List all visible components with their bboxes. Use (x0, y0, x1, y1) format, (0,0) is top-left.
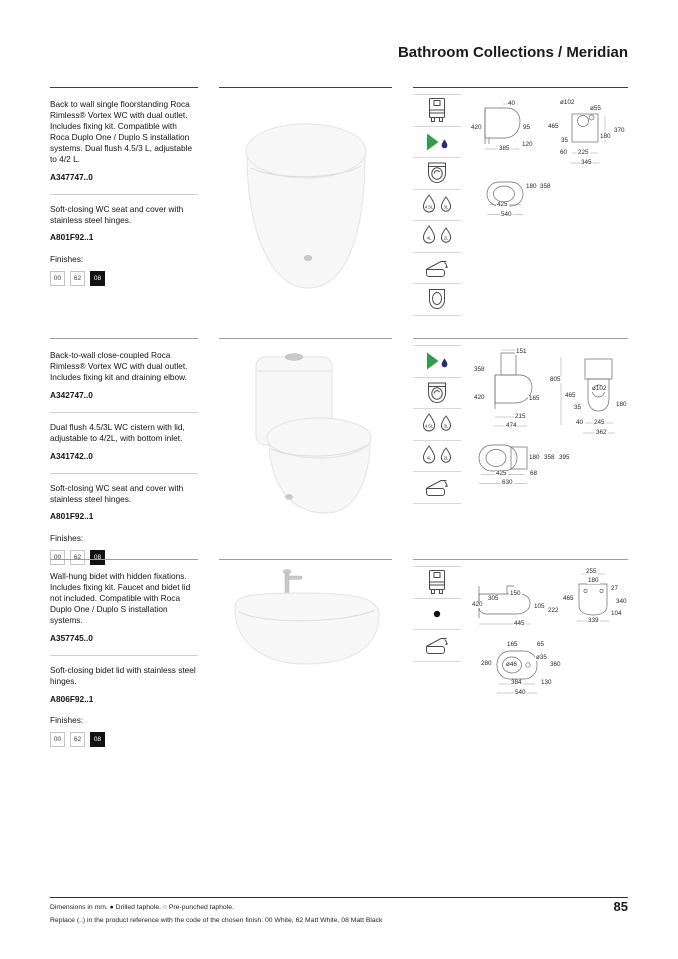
finishes-label: Finishes: (50, 254, 84, 265)
page-number: 85 (613, 899, 628, 914)
drilled-taphole-icon (413, 599, 461, 631)
product-description: Back-to-wall close-coupled Roca Rimless® Vortex WC with dual outlet. Includes fixing kit and draining elbow. (50, 350, 188, 382)
feature-icons (413, 94, 461, 338)
finish-swatches (50, 271, 198, 286)
eco-dual-flush-icon (413, 346, 461, 378)
product-code: A341742..0 (50, 450, 93, 461)
concealed-cistern-frame-icon (413, 567, 461, 599)
finish-swatch-00: 00 (50, 732, 65, 747)
product-description: Soft-closing WC seat and cover with stainless steel hinges. (50, 482, 184, 504)
svg-text:4L: 4L (426, 235, 432, 241)
technical-drawings: 150 305 420 105 222 445 255 180 27 465 340 104 339 165 65 280 ø46 ø35 360 384 130 540 (472, 568, 627, 696)
finish-swatch-08: 08 (90, 550, 105, 565)
soft-close-seat-icon (413, 472, 461, 504)
close-coupled-wc-image (231, 347, 381, 522)
technical-drawings: 151 358 420 165 215 474 805 465 ø102 35 180 40 245 362 180 358 395 425 68 630 (474, 348, 627, 486)
eco-dual-flush-icon (413, 127, 461, 159)
product-section-close-coupled-wc (50, 338, 628, 559)
finishes-label: Finishes: (50, 715, 84, 726)
finish-swatch-00: 00 (50, 550, 65, 565)
finish-swatch-62: 62 (70, 271, 85, 286)
product-code: A801F92..1 (50, 511, 94, 522)
dual-flush-4.5-3l-icon (413, 409, 461, 441)
finish-swatches (50, 732, 198, 747)
product-photo (219, 559, 392, 747)
feature-icons (413, 566, 461, 747)
svg-text:2L: 2L (443, 455, 449, 461)
product-text-column (50, 87, 198, 338)
product-code: A357745..0 (50, 632, 93, 643)
svg-text:4.5L: 4.5L (424, 204, 434, 210)
svg-text:3L: 3L (443, 204, 449, 210)
finish-swatch-08: 08 (90, 271, 105, 286)
finish-swatch-08: 08 (90, 732, 105, 747)
divider (50, 412, 198, 413)
product-code: A801F92..1 (50, 232, 94, 243)
product-code: A347747..0 (50, 171, 93, 182)
soft-close-seat-icon (413, 253, 461, 285)
back-to-wall-bowl-icon (413, 284, 461, 316)
page-title: Bathroom Collections / Meridian (397, 44, 628, 61)
divider (50, 473, 198, 474)
svg-text:3L: 3L (443, 423, 449, 429)
footer-rule (50, 897, 628, 898)
product-text-column (50, 338, 198, 565)
dual-flush-4.5-3l-icon (413, 190, 461, 222)
product-description: Wall-hung bidet with hidden fixations. Includes fixing kit. Faucet and bidet lid not included. Compatible with Roca Duplo One / Duplo S installation systems. (50, 571, 191, 625)
svg-text:4.5L: 4.5L (424, 423, 434, 429)
product-text-column (50, 559, 198, 747)
dual-flush-4-2l-icon (413, 441, 461, 473)
product-specs-column (413, 559, 628, 747)
product-section-wall-hung-bidet (50, 559, 628, 743)
feature-icons (413, 345, 461, 565)
divider (50, 194, 198, 195)
finish-swatch-62: 62 (70, 732, 85, 747)
product-description: Soft-closing WC seat and cover with stainless steel hinges. (50, 203, 184, 225)
product-code: A806F92..1 (50, 693, 94, 704)
product-photo (219, 338, 392, 565)
rimless-vortex-icon (413, 378, 461, 410)
footer-note-finishes: Replace (..) in the product reference with the code of the chosen finish: 00 White, 62 Matt White, 08 Matt Black (50, 917, 383, 924)
technical-drawings: 40 420 95 120 385 ø102 ø55 465 370 180 35 60 225 345 180 358 425 540 (471, 99, 625, 218)
svg-text:2L: 2L (443, 235, 449, 241)
product-specs-column (413, 338, 628, 565)
product-description: Dual flush 4.5/3L WC cistern with lid, adjustable to 4/2L, with bottom inlet. (50, 421, 185, 443)
concealed-cistern-frame-icon (413, 95, 461, 127)
finishes-label: Finishes: (50, 533, 84, 544)
product-section-back-to-wall-wc (50, 87, 628, 338)
divider (50, 655, 198, 656)
finish-swatch-00: 00 (50, 271, 65, 286)
wall-hung-bidet-image (223, 568, 388, 673)
back-to-wall-wc-image (231, 96, 381, 311)
soft-close-lid-icon (413, 630, 461, 662)
product-description: Back to wall single floorstanding Roca Rimless® Vortex WC with dual outlet. Includes fixing kit. Compatible with Roca Duplo One / Duplo S installation systems. Dual flush 4.5/3 L, adjustable to 4/2 L. (50, 99, 193, 164)
finish-swatch-62: 62 (70, 550, 85, 565)
product-specs-column (413, 87, 628, 338)
dual-flush-4-2l-icon (413, 221, 461, 253)
product-photo (219, 87, 392, 338)
rimless-vortex-icon (413, 158, 461, 190)
svg-text:4L: 4L (426, 455, 432, 461)
product-description: Soft-closing bidet lid with stainless steel hinges. (50, 664, 196, 686)
footer-note-dimensions: Dimensions in mm. ● Drilled taphole. ○ Pre-punched taphole. (50, 904, 234, 911)
product-code: A342747..0 (50, 389, 93, 400)
